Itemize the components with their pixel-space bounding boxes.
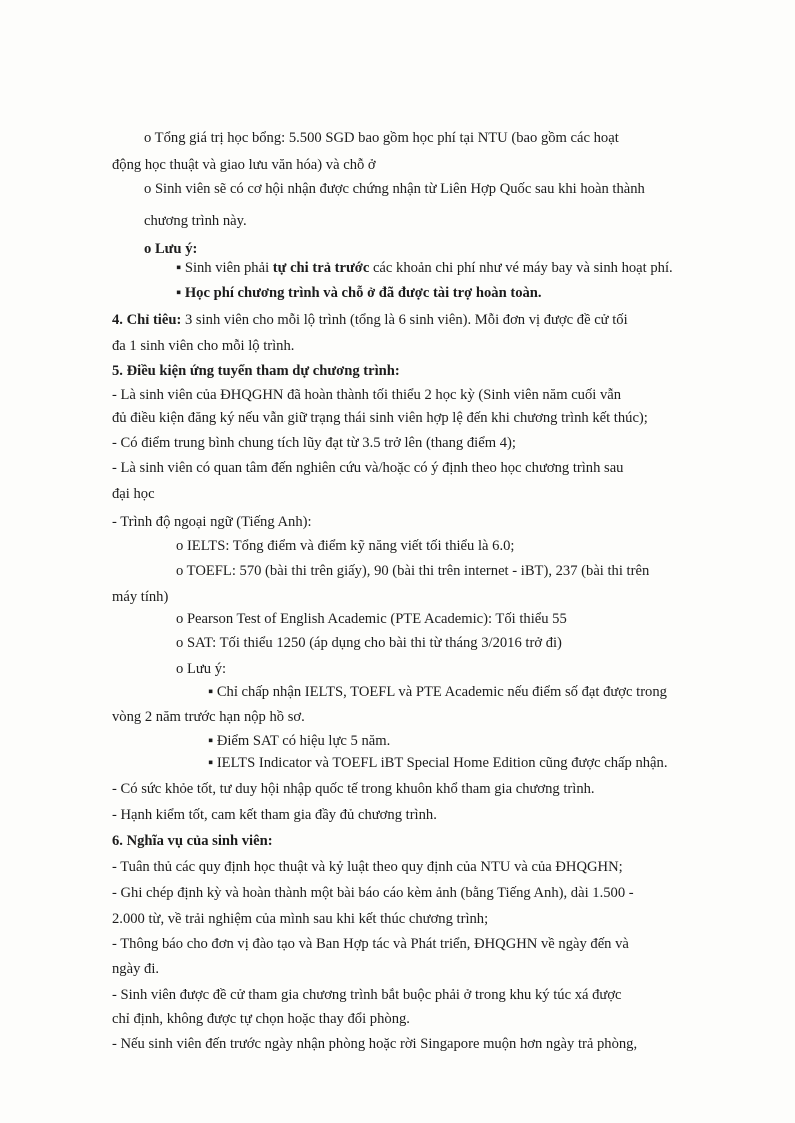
language-note-heading: o Lưu ý: bbox=[176, 661, 227, 677]
eligibility-research: - Là sinh viên có quan tâm đến nghiên cứu và/hoặc có ý định theo học chương trình sau bbox=[112, 460, 624, 476]
eligibility-semesters: - Là sinh viên của ĐHQGHN đã hoàn thành tối thiểu 2 học kỳ (Sinh viên năm cuối vẫn bbox=[112, 387, 622, 403]
eligibility-conduct: - Hạnh kiểm tốt, cam kết tham gia đầy đủ chương trình. bbox=[112, 807, 437, 823]
duty-early-arrival: - Nếu sinh viên đến trước ngày nhận phòng hoặc rời Singapore muộn hơn ngày trả phòng, bbox=[112, 1036, 638, 1052]
quota-line bbox=[112, 311, 628, 329]
scholarship-value-line: o Tổng giá trị học bổng: 5.500 SGD bao gồm học phí tại NTU (bao gồm các hoạt bbox=[144, 130, 619, 146]
un-certificate-line-cont: chương trình này. bbox=[144, 213, 247, 229]
language-note-validity-cont: vòng 2 năm trước hạn nộp hồ sơ. bbox=[112, 709, 305, 725]
eligibility-semesters-cont: đủ điều kiện đăng ký nếu vẫn giữ trạng thái sinh viên hợp lệ đến khi chương trình kết thúc); bbox=[112, 410, 648, 426]
un-certificate-line: o Sinh viên sẽ có cơ hội nhận được chứng nhận từ Liên Hợp Quốc sau khi hoàn thành bbox=[144, 181, 645, 197]
self-pay-note-end: các khoản chi phí như vé máy bay và sinh hoạt phí. bbox=[369, 260, 673, 276]
toefl-requirement: o TOEFL: 570 (bài thi trên giấy), 90 (bài thi trên internet - iBT), 237 (bài thi trên bbox=[176, 563, 650, 579]
duty-notify: - Thông báo cho đơn vị đào tạo và Ban Hợp tác và Phát triển, ĐHQGHN về ngày đến và bbox=[112, 936, 629, 952]
duty-dormitory-cont: chỉ định, không được tự chọn hoặc thay đổi phòng. bbox=[112, 1011, 410, 1027]
home-edition-note: ▪ IELTS Indicator và TOEFL iBT Special Home Edition cũng được chấp nhận. bbox=[208, 755, 668, 771]
pte-requirement: o Pearson Test of English Academic (PTE Academic): Tối thiểu 55 bbox=[176, 611, 567, 627]
tuition-funded-note: ▪ Học phí chương trình và chỗ ở đã được tài trợ hoàn toàn. bbox=[176, 285, 542, 301]
duty-dormitory: - Sinh viên được đề cử tham gia chương trình bắt buộc phải ở trong khu ký túc xá được bbox=[112, 987, 622, 1003]
sat-validity-note: ▪ Điểm SAT có hiệu lực 5 năm. bbox=[208, 733, 391, 749]
eligibility-health: - Có sức khỏe tốt, tư duy hội nhập quốc tế trong khuôn khổ tham gia chương trình. bbox=[112, 781, 595, 797]
note-heading: o Lưu ý: bbox=[144, 241, 198, 257]
eligibility-language: - Trình độ ngoại ngữ (Tiếng Anh): bbox=[112, 514, 312, 530]
quota-heading: 4. Chỉ tiêu: bbox=[112, 312, 182, 328]
duty-compliance: - Tuân thủ các quy định học thuật và kỷ luật theo quy định của NTU và của ĐHQGHN; bbox=[112, 859, 623, 875]
section-5-heading: 5. Điều kiện ứng tuyển tham dự chương trình: bbox=[112, 363, 400, 379]
scholarship-value-line-cont: động học thuật và giao lưu văn hóa) và chỗ ở bbox=[112, 157, 376, 173]
quota-line-cont: đa 1 sinh viên cho mỗi lộ trình. bbox=[112, 338, 295, 354]
section-6-heading: 6. Nghĩa vụ của sinh viên: bbox=[112, 833, 273, 849]
duty-notify-cont: ngày đi. bbox=[112, 961, 160, 977]
duty-report: - Ghi chép định kỳ và hoàn thành một bài báo cáo kèm ảnh (bằng Tiếng Anh), dài 1.500 - bbox=[112, 885, 634, 901]
self-pay-note-start: ▪ Sinh viên phải bbox=[176, 260, 273, 276]
eligibility-gpa: - Có điểm trung bình chung tích lũy đạt từ 3.5 trở lên (thang điểm 4); bbox=[112, 435, 516, 451]
eligibility-research-cont: đại học bbox=[112, 486, 155, 502]
self-pay-emphasis: tự chi trả trước bbox=[272, 260, 370, 276]
self-pay-note bbox=[176, 259, 673, 277]
toefl-requirement-cont: máy tính) bbox=[112, 589, 169, 605]
language-note-validity: ▪ Chỉ chấp nhận IELTS, TOEFL và PTE Academic nếu điểm số đạt được trong bbox=[208, 684, 667, 700]
quota-text: 3 sinh viên cho mỗi lộ trình (tổng là 6 sinh viên). Mỗi đơn vị được đề cử tối bbox=[181, 312, 628, 328]
ielts-requirement: o IELTS: Tổng điểm và điểm kỹ năng viết tối thiểu là 6.0; bbox=[176, 538, 515, 554]
sat-requirement: o SAT: Tối thiểu 1250 (áp dụng cho bài thi từ tháng 3/2016 trở đi) bbox=[176, 635, 562, 651]
duty-report-cont: 2.000 từ, về trải nghiệm của mình sau khi kết thúc chương trình; bbox=[112, 911, 489, 927]
